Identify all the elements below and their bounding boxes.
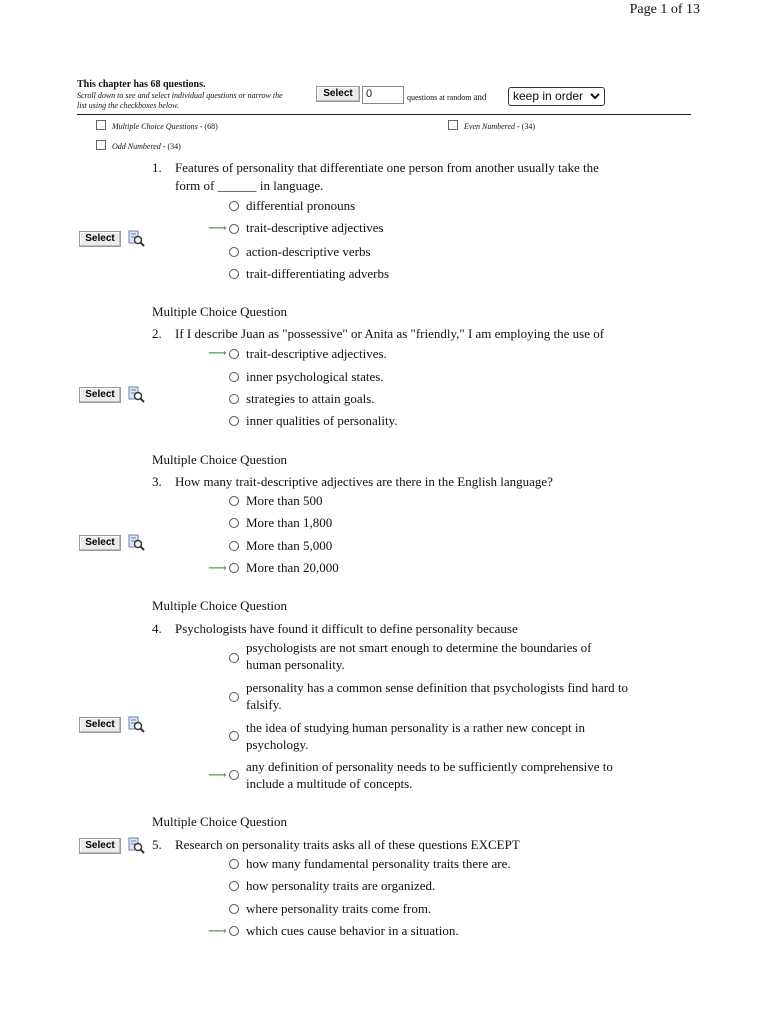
radio-button[interactable] (229, 224, 239, 234)
select-question-button[interactable]: Select (79, 838, 121, 854)
answer-option-line: psychology. (246, 737, 309, 752)
radio-button[interactable] (229, 731, 239, 741)
odd-filter-text: Odd Numbered (112, 142, 161, 151)
question-type-label: Multiple Choice Question (152, 304, 288, 319)
correct-answer-arrow-icon: ⟶ (208, 923, 227, 938)
multiple-choice-filter-label (112, 122, 218, 131)
radio-button[interactable] (229, 770, 239, 780)
chapter-instructions: Scroll down to see and select individual questions or narrow the list using the checkboxes below. (77, 91, 283, 110)
answer-option: inner psychological states. (246, 369, 384, 384)
answer-option: More than 20,000 (246, 560, 339, 575)
question-number: 1. (152, 160, 162, 175)
answer-option: More than 1,800 (246, 515, 333, 530)
even-filter-label (464, 122, 535, 131)
question-type-label: Multiple Choice Question (152, 598, 288, 613)
radio-button[interactable] (229, 349, 239, 359)
answer-option-line: psychologists are not smart enough to determine the boundaries of (246, 640, 592, 655)
radio-button[interactable] (229, 653, 239, 663)
multiple-choice-filter-text: Multiple Choice Questions (112, 122, 198, 131)
radio-button[interactable] (229, 201, 239, 211)
question-number: 4. (152, 621, 162, 636)
answer-option-line: falsify. (246, 697, 282, 712)
correct-answer-arrow-icon: ⟶ (208, 345, 227, 360)
radio-button[interactable] (229, 926, 239, 936)
question-number: 3. (152, 474, 162, 489)
answer-option: More than 500 (246, 493, 323, 508)
correct-answer-arrow-icon: ⟶ (208, 220, 227, 235)
magnifier-icon[interactable] (128, 837, 146, 855)
and-label: and (473, 92, 487, 102)
select-random-button[interactable]: Select (316, 86, 360, 102)
odd-filter-count: - (34) (160, 142, 181, 151)
radio-button[interactable] (229, 541, 239, 551)
question-type-label: Multiple Choice Question (152, 814, 288, 829)
answer-option: action-descriptive verbs (246, 244, 371, 259)
select-question-button[interactable]: Select (79, 717, 121, 733)
even-filter-checkbox[interactable] (448, 120, 458, 130)
select-question-button[interactable]: Select (79, 231, 121, 247)
answer-option: how many fundamental personality traits there are. (246, 856, 511, 871)
radio-button[interactable] (229, 269, 239, 279)
answer-option-line: human personality. (246, 657, 345, 672)
question-text (175, 620, 518, 638)
answer-option: trait-descriptive adjectives. (246, 346, 387, 361)
answer-option (246, 758, 613, 792)
magnifier-icon[interactable] (128, 386, 146, 404)
question-text-line: Psychologists have found it difficult to define personality because (175, 621, 518, 636)
question-text-line: How many trait-descriptive adjectives are there in the English language? (175, 474, 553, 489)
question-number: 2. (152, 326, 162, 341)
magnifier-icon[interactable] (128, 716, 146, 734)
multiple-choice-filter-count: - (68) (197, 122, 218, 131)
order-select[interactable] (508, 87, 605, 106)
page-number: Page 1 of 13 (629, 2, 700, 17)
answer-option: differential pronouns (246, 198, 356, 213)
question-text-line: If I describe Juan as "possessive" or Anita as "friendly," I am employing the use of (175, 326, 605, 341)
question-text (175, 473, 553, 491)
answer-option (246, 639, 592, 673)
question-text-line: Features of personality that differentiate one person from another usually take the (175, 160, 599, 175)
radio-button[interactable] (229, 518, 239, 528)
radio-button[interactable] (229, 859, 239, 869)
odd-filter-checkbox[interactable] (96, 140, 106, 150)
correct-answer-arrow-icon: ⟶ (208, 767, 227, 782)
answer-option-line: any definition of personality needs to be sufficiently comprehensive to (246, 759, 613, 774)
question-number: 5. (152, 837, 162, 852)
answer-option: trait-descriptive adjectives (246, 220, 384, 235)
answer-option: inner qualities of personality. (246, 413, 398, 428)
magnifier-icon[interactable] (128, 534, 146, 552)
answer-option-line: the idea of studying human personality is a rather new concept in (246, 720, 585, 735)
radio-button[interactable] (229, 692, 239, 702)
answer-option-line: personality has a common sense definition that psychologists find hard to (246, 680, 628, 695)
question-text (175, 836, 520, 854)
radio-button[interactable] (229, 394, 239, 404)
answer-option (246, 719, 585, 753)
random-label-text: questions at random (407, 93, 472, 102)
chapter-title: This chapter has 68 questions. (77, 79, 206, 90)
even-filter-text: Even Numbered (464, 122, 516, 131)
question-type-label: Multiple Choice Question (152, 452, 288, 467)
answer-option: where personality traits come from. (246, 901, 432, 916)
select-question-button[interactable]: Select (79, 387, 121, 403)
answer-option: trait-differentiating adverbs (246, 266, 390, 281)
answer-option: which cues cause behavior in a situation. (246, 923, 459, 938)
radio-button[interactable] (229, 416, 239, 426)
header-divider (77, 114, 691, 115)
order-select-value: keep in order (513, 89, 584, 103)
answer-option: More than 5,000 (246, 538, 333, 553)
multiple-choice-filter-checkbox[interactable] (96, 120, 106, 130)
radio-button[interactable] (229, 904, 239, 914)
radio-button[interactable] (229, 881, 239, 891)
select-question-button[interactable]: Select (79, 535, 121, 551)
random-label (407, 92, 486, 102)
question-text-line: form of ______ in language. (175, 178, 324, 193)
correct-answer-arrow-icon: ⟶ (208, 560, 227, 575)
radio-button[interactable] (229, 563, 239, 573)
odd-filter-label (112, 142, 181, 151)
chevron-down-icon (589, 89, 601, 103)
radio-button[interactable] (229, 496, 239, 506)
radio-button[interactable] (229, 372, 239, 382)
answer-option-line: include a multitude of concepts. (246, 776, 413, 791)
answer-option (246, 679, 628, 713)
even-filter-count: - (34) (515, 122, 536, 131)
question-text (175, 159, 599, 195)
question-text (175, 325, 604, 343)
magnifier-icon[interactable] (128, 230, 146, 248)
random-count-input[interactable]: 0 (362, 86, 404, 104)
answer-option: how personality traits are organized. (246, 878, 436, 893)
radio-button[interactable] (229, 247, 239, 257)
answer-option: strategies to attain goals. (246, 391, 375, 406)
question-text-line: Research on personality traits asks all of these questions EXCEPT (175, 837, 520, 852)
